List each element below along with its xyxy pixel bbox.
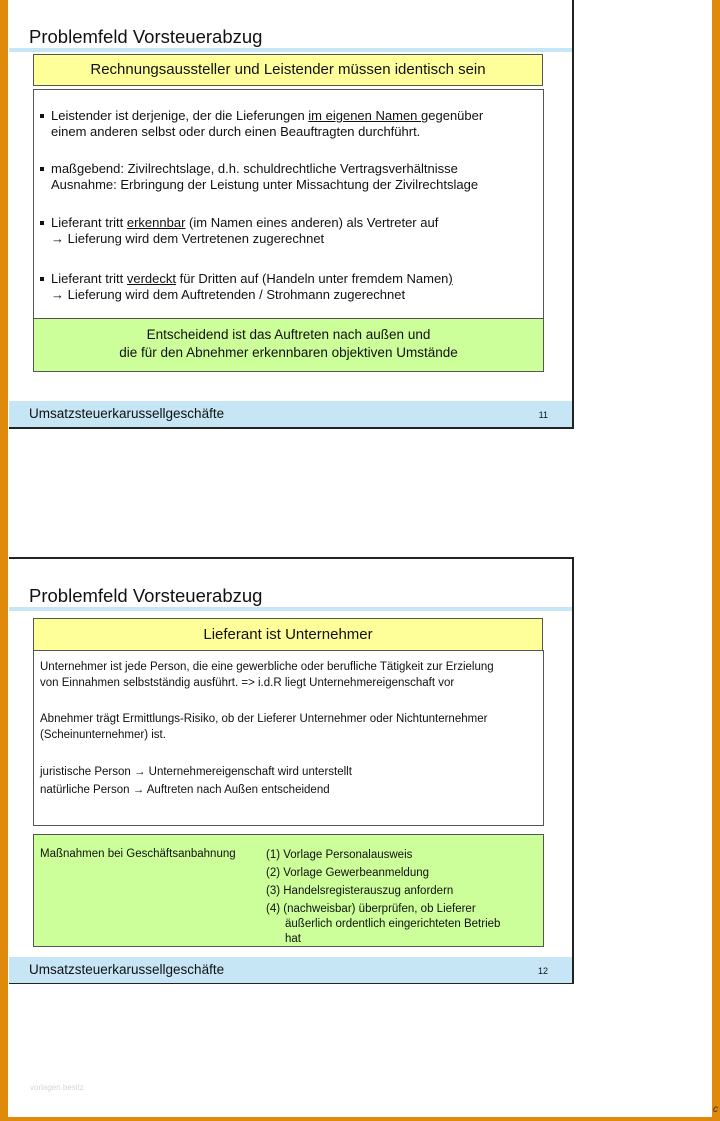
slide-title: Problemfeld Vorsteuerabzug — [29, 585, 263, 606]
footer-bar — [9, 957, 572, 983]
measures-list — [266, 846, 536, 947]
bullet-item: maßgebend: Zivilrechtslage, d.h. schuldrechtliche Vertragsverhältnisse Ausnahme: Erbringung der Leistung unter Missachtung der Zivilrechtslage — [40, 161, 530, 193]
measure-continuation: äußerlich ordentlich eingerichteten Betrieb — [285, 918, 501, 930]
paragraph: juristische Person → Unternehmereigenschaft wird unterstellt natürliche Person → Auftreten nach Außen entscheidend — [40, 766, 352, 796]
slide-title: Problemfeld Vorsteuerabzug — [29, 26, 263, 47]
definition-box — [33, 650, 544, 826]
measures-box — [33, 834, 544, 947]
slide-11 — [9, 0, 574, 429]
measure-item: (2) Vorlage Gewerbeanmeldung — [266, 867, 430, 879]
measures-label: Maßnahmen bei Geschäftsanbahnung — [40, 848, 236, 860]
footer-title: Umsatzsteuerkarussellgeschäfte — [29, 406, 225, 421]
bullet-item: Lieferant tritt verdeckt für Dritten auf (Handeln unter fremdem Namen) → Lieferung wird dem Auftretenden / Strohmann zugerechnet — [40, 271, 530, 303]
title-rule — [9, 48, 572, 52]
paragraph: Abnehmer trägt Ermittlungs-Risiko, ob der Lieferer Unternehmer oder Nichtunternehmer (Scheinunternehmer) ist. — [40, 713, 488, 741]
page-number: 11 — [538, 410, 548, 420]
conclusion-box: Entscheidend ist das Auftreten nach außen und die für den Abnehmer erkennbaren objektiven Umstände — [33, 318, 544, 372]
measure-item: (3) Handelsregisterauszug anfordern — [266, 885, 454, 897]
measure-item: (1) Vorlage Personalausweis — [266, 849, 413, 861]
headline-box: Lieferant ist Unternehmer — [33, 618, 543, 651]
paragraph: Unternehmer ist jede Person, die eine gewerbliche oder berufliche Tätigkeit zur Erzielung von Einnahmen selbstständig ausführt. => i.d.R liegt Unternehmereigenschaft vor — [40, 661, 494, 689]
corner-mark: c — [713, 1104, 718, 1115]
title-rule — [9, 607, 572, 611]
bullet-item: Lieferant tritt erkennbar (im Namen eines anderen) als Vertreter auf → Lieferung wird dem Vertretenen zugerechnet — [40, 215, 530, 247]
footer-bar — [9, 401, 572, 427]
measure-item: (4) (nachweisbar) überprüfen, ob Lieferer — [266, 903, 476, 915]
bullet-list-box — [33, 89, 544, 319]
bullet-item: Leistender ist derjenige, der die Lieferungen im eigenen Namen gegenüber einem anderen selbst oder durch einen Beauftragten durchführt. — [40, 108, 530, 140]
measure-continuation: hat — [285, 933, 301, 945]
watermark: vorlagen.besitz — [30, 1083, 84, 1092]
page-number: 12 — [537, 966, 548, 976]
headline-box: Rechnungsaussteller und Leistender müssen identisch sein — [33, 54, 543, 86]
footer-title: Umsatzsteuerkarussellgeschäfte — [29, 962, 225, 977]
slide-12 — [9, 557, 574, 984]
